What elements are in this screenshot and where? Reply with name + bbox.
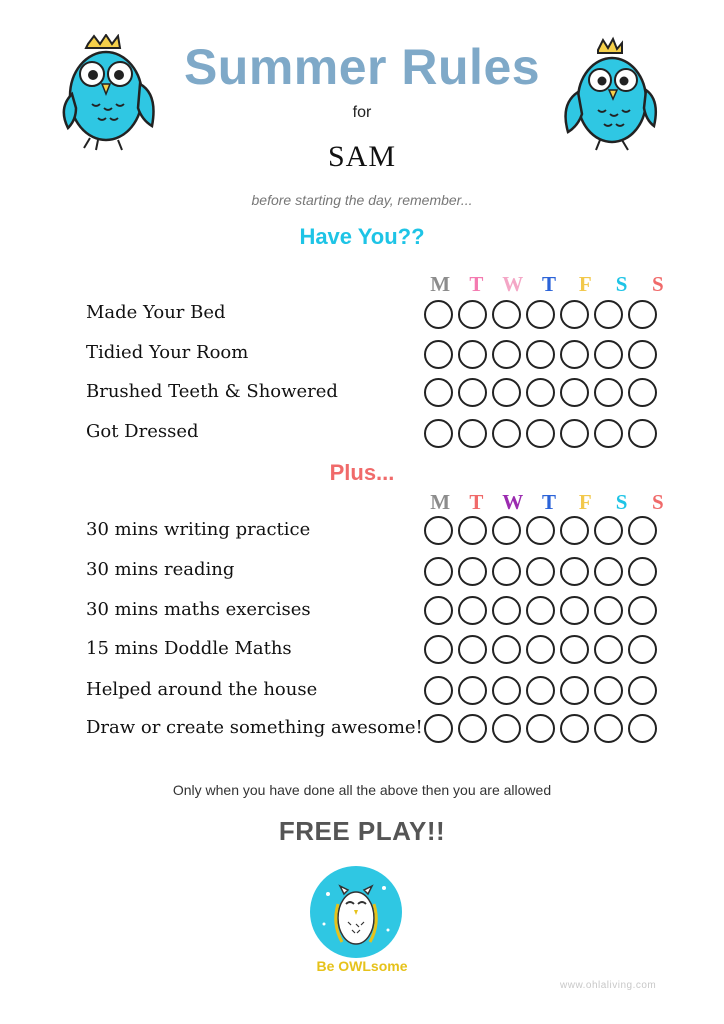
- section2-day-headers: [422, 490, 676, 515]
- day-checkbox[interactable]: [458, 300, 487, 329]
- day-checkbox[interactable]: [424, 676, 453, 705]
- checkbox-row: [424, 714, 657, 743]
- page-title: Summer Rules: [183, 39, 541, 95]
- rule-label: Brushed Teeth & Showered: [86, 381, 338, 402]
- day-checkbox[interactable]: [526, 557, 555, 586]
- rule-label: Helped around the house: [86, 679, 318, 700]
- day-checkbox[interactable]: [458, 340, 487, 369]
- section1-day-headers: [422, 272, 676, 297]
- checkbox-row: [424, 300, 657, 329]
- badge-label: Be OWLsome: [316, 958, 408, 974]
- day-checkbox[interactable]: [594, 516, 623, 545]
- day-header: S: [615, 490, 628, 514]
- checkbox-row: [424, 516, 657, 545]
- day-checkbox[interactable]: [594, 419, 623, 448]
- rule-label: Got Dressed: [86, 421, 199, 442]
- day-checkbox[interactable]: [492, 714, 521, 743]
- subtitle: before starting the day, remember...: [251, 192, 473, 208]
- day-checkbox[interactable]: [594, 340, 623, 369]
- checkbox-row: [424, 340, 657, 369]
- rule-label: 30 mins maths exercises: [86, 599, 311, 620]
- section2-heading: Plus...: [329, 460, 395, 485]
- day-checkbox[interactable]: [458, 635, 487, 664]
- day-checkbox[interactable]: [526, 516, 555, 545]
- rule-label: 30 mins writing practice: [86, 519, 311, 540]
- day-header: F: [578, 272, 592, 296]
- day-checkbox[interactable]: [526, 378, 555, 407]
- day-checkbox[interactable]: [424, 596, 453, 625]
- day-header: M: [430, 272, 451, 296]
- section1-heading: Have You??: [299, 224, 425, 249]
- checkbox-row: [424, 596, 657, 625]
- day-header: T: [469, 490, 484, 514]
- rule-label: Made Your Bed: [86, 302, 226, 323]
- day-checkbox[interactable]: [492, 378, 521, 407]
- day-checkbox[interactable]: [594, 557, 623, 586]
- day-checkbox[interactable]: [526, 635, 555, 664]
- day-checkbox[interactable]: [458, 516, 487, 545]
- day-checkbox[interactable]: [628, 516, 657, 545]
- day-checkbox[interactable]: [424, 635, 453, 664]
- day-header: F: [578, 490, 592, 514]
- day-header: W: [502, 490, 524, 514]
- watermark: www.ohlaliving.com: [560, 980, 657, 991]
- rule-label: 30 mins reading: [86, 559, 235, 580]
- day-checkbox[interactable]: [628, 676, 657, 705]
- checkbox-row: [424, 676, 657, 705]
- day-checkbox[interactable]: [594, 596, 623, 625]
- day-checkbox[interactable]: [526, 340, 555, 369]
- day-checkbox[interactable]: [560, 714, 589, 743]
- day-checkbox[interactable]: [594, 676, 623, 705]
- day-checkbox[interactable]: [594, 300, 623, 329]
- day-checkbox[interactable]: [424, 340, 453, 369]
- day-header: T: [541, 490, 556, 514]
- day-checkbox[interactable]: [424, 300, 453, 329]
- day-checkbox[interactable]: [458, 596, 487, 625]
- day-checkbox[interactable]: [628, 596, 657, 625]
- day-checkbox[interactable]: [560, 300, 589, 329]
- day-header: T: [469, 272, 484, 296]
- child-name: SAM: [327, 140, 397, 173]
- day-header: T: [541, 272, 556, 296]
- day-checkbox[interactable]: [492, 340, 521, 369]
- day-checkbox[interactable]: [560, 419, 589, 448]
- day-checkbox[interactable]: [526, 676, 555, 705]
- day-checkbox[interactable]: [492, 516, 521, 545]
- day-checkbox[interactable]: [492, 557, 521, 586]
- day-checkbox[interactable]: [492, 676, 521, 705]
- day-checkbox[interactable]: [492, 300, 521, 329]
- day-checkbox[interactable]: [560, 557, 589, 586]
- day-checkbox[interactable]: [458, 378, 487, 407]
- checkbox-row: [424, 635, 657, 664]
- day-header: W: [502, 272, 524, 296]
- day-checkbox[interactable]: [594, 714, 623, 743]
- checkbox-row: [424, 419, 657, 448]
- day-checkbox[interactable]: [560, 596, 589, 625]
- free-play-heading: FREE PLAY!!: [278, 816, 446, 846]
- day-checkbox[interactable]: [458, 557, 487, 586]
- day-checkbox[interactable]: [492, 596, 521, 625]
- day-checkbox[interactable]: [560, 378, 589, 407]
- day-checkbox[interactable]: [424, 516, 453, 545]
- day-checkbox[interactable]: [628, 635, 657, 664]
- day-checkbox[interactable]: [424, 557, 453, 586]
- day-header: S: [615, 272, 628, 296]
- day-checkbox[interactable]: [594, 378, 623, 407]
- rule-label: 15 mins Doddle Maths: [86, 638, 292, 659]
- day-header: M: [430, 490, 451, 514]
- day-checkbox[interactable]: [492, 419, 521, 448]
- day-checkbox[interactable]: [424, 378, 453, 407]
- day-checkbox[interactable]: [424, 419, 453, 448]
- day-checkbox[interactable]: [560, 340, 589, 369]
- day-checkbox[interactable]: [594, 635, 623, 664]
- rule-label: Tidied Your Room: [86, 342, 249, 363]
- day-checkbox[interactable]: [458, 714, 487, 743]
- day-checkbox[interactable]: [628, 419, 657, 448]
- checkbox-row: [424, 378, 657, 407]
- day-checkbox[interactable]: [628, 557, 657, 586]
- day-checkbox[interactable]: [628, 300, 657, 329]
- day-checkbox[interactable]: [560, 635, 589, 664]
- day-checkbox[interactable]: [458, 676, 487, 705]
- day-checkbox[interactable]: [560, 676, 589, 705]
- day-checkbox[interactable]: [458, 419, 487, 448]
- day-checkbox[interactable]: [560, 516, 589, 545]
- free-play-note: Only when you have done all the above then you are allowed: [172, 782, 552, 798]
- checkbox-row: [424, 557, 657, 586]
- day-checkbox[interactable]: [526, 714, 555, 743]
- day-checkbox[interactable]: [628, 340, 657, 369]
- day-checkbox[interactable]: [492, 635, 521, 664]
- rule-label: Draw or create something awesome!: [86, 717, 423, 738]
- day-checkbox[interactable]: [526, 596, 555, 625]
- day-checkbox[interactable]: [628, 378, 657, 407]
- day-checkbox[interactable]: [424, 714, 453, 743]
- day-checkbox[interactable]: [628, 714, 657, 743]
- owl-badge-icon: [308, 864, 404, 960]
- day-checkbox[interactable]: [526, 419, 555, 448]
- for-label: for: [352, 104, 372, 121]
- day-header: S: [651, 272, 664, 296]
- day-header: S: [651, 490, 664, 514]
- day-checkbox[interactable]: [526, 300, 555, 329]
